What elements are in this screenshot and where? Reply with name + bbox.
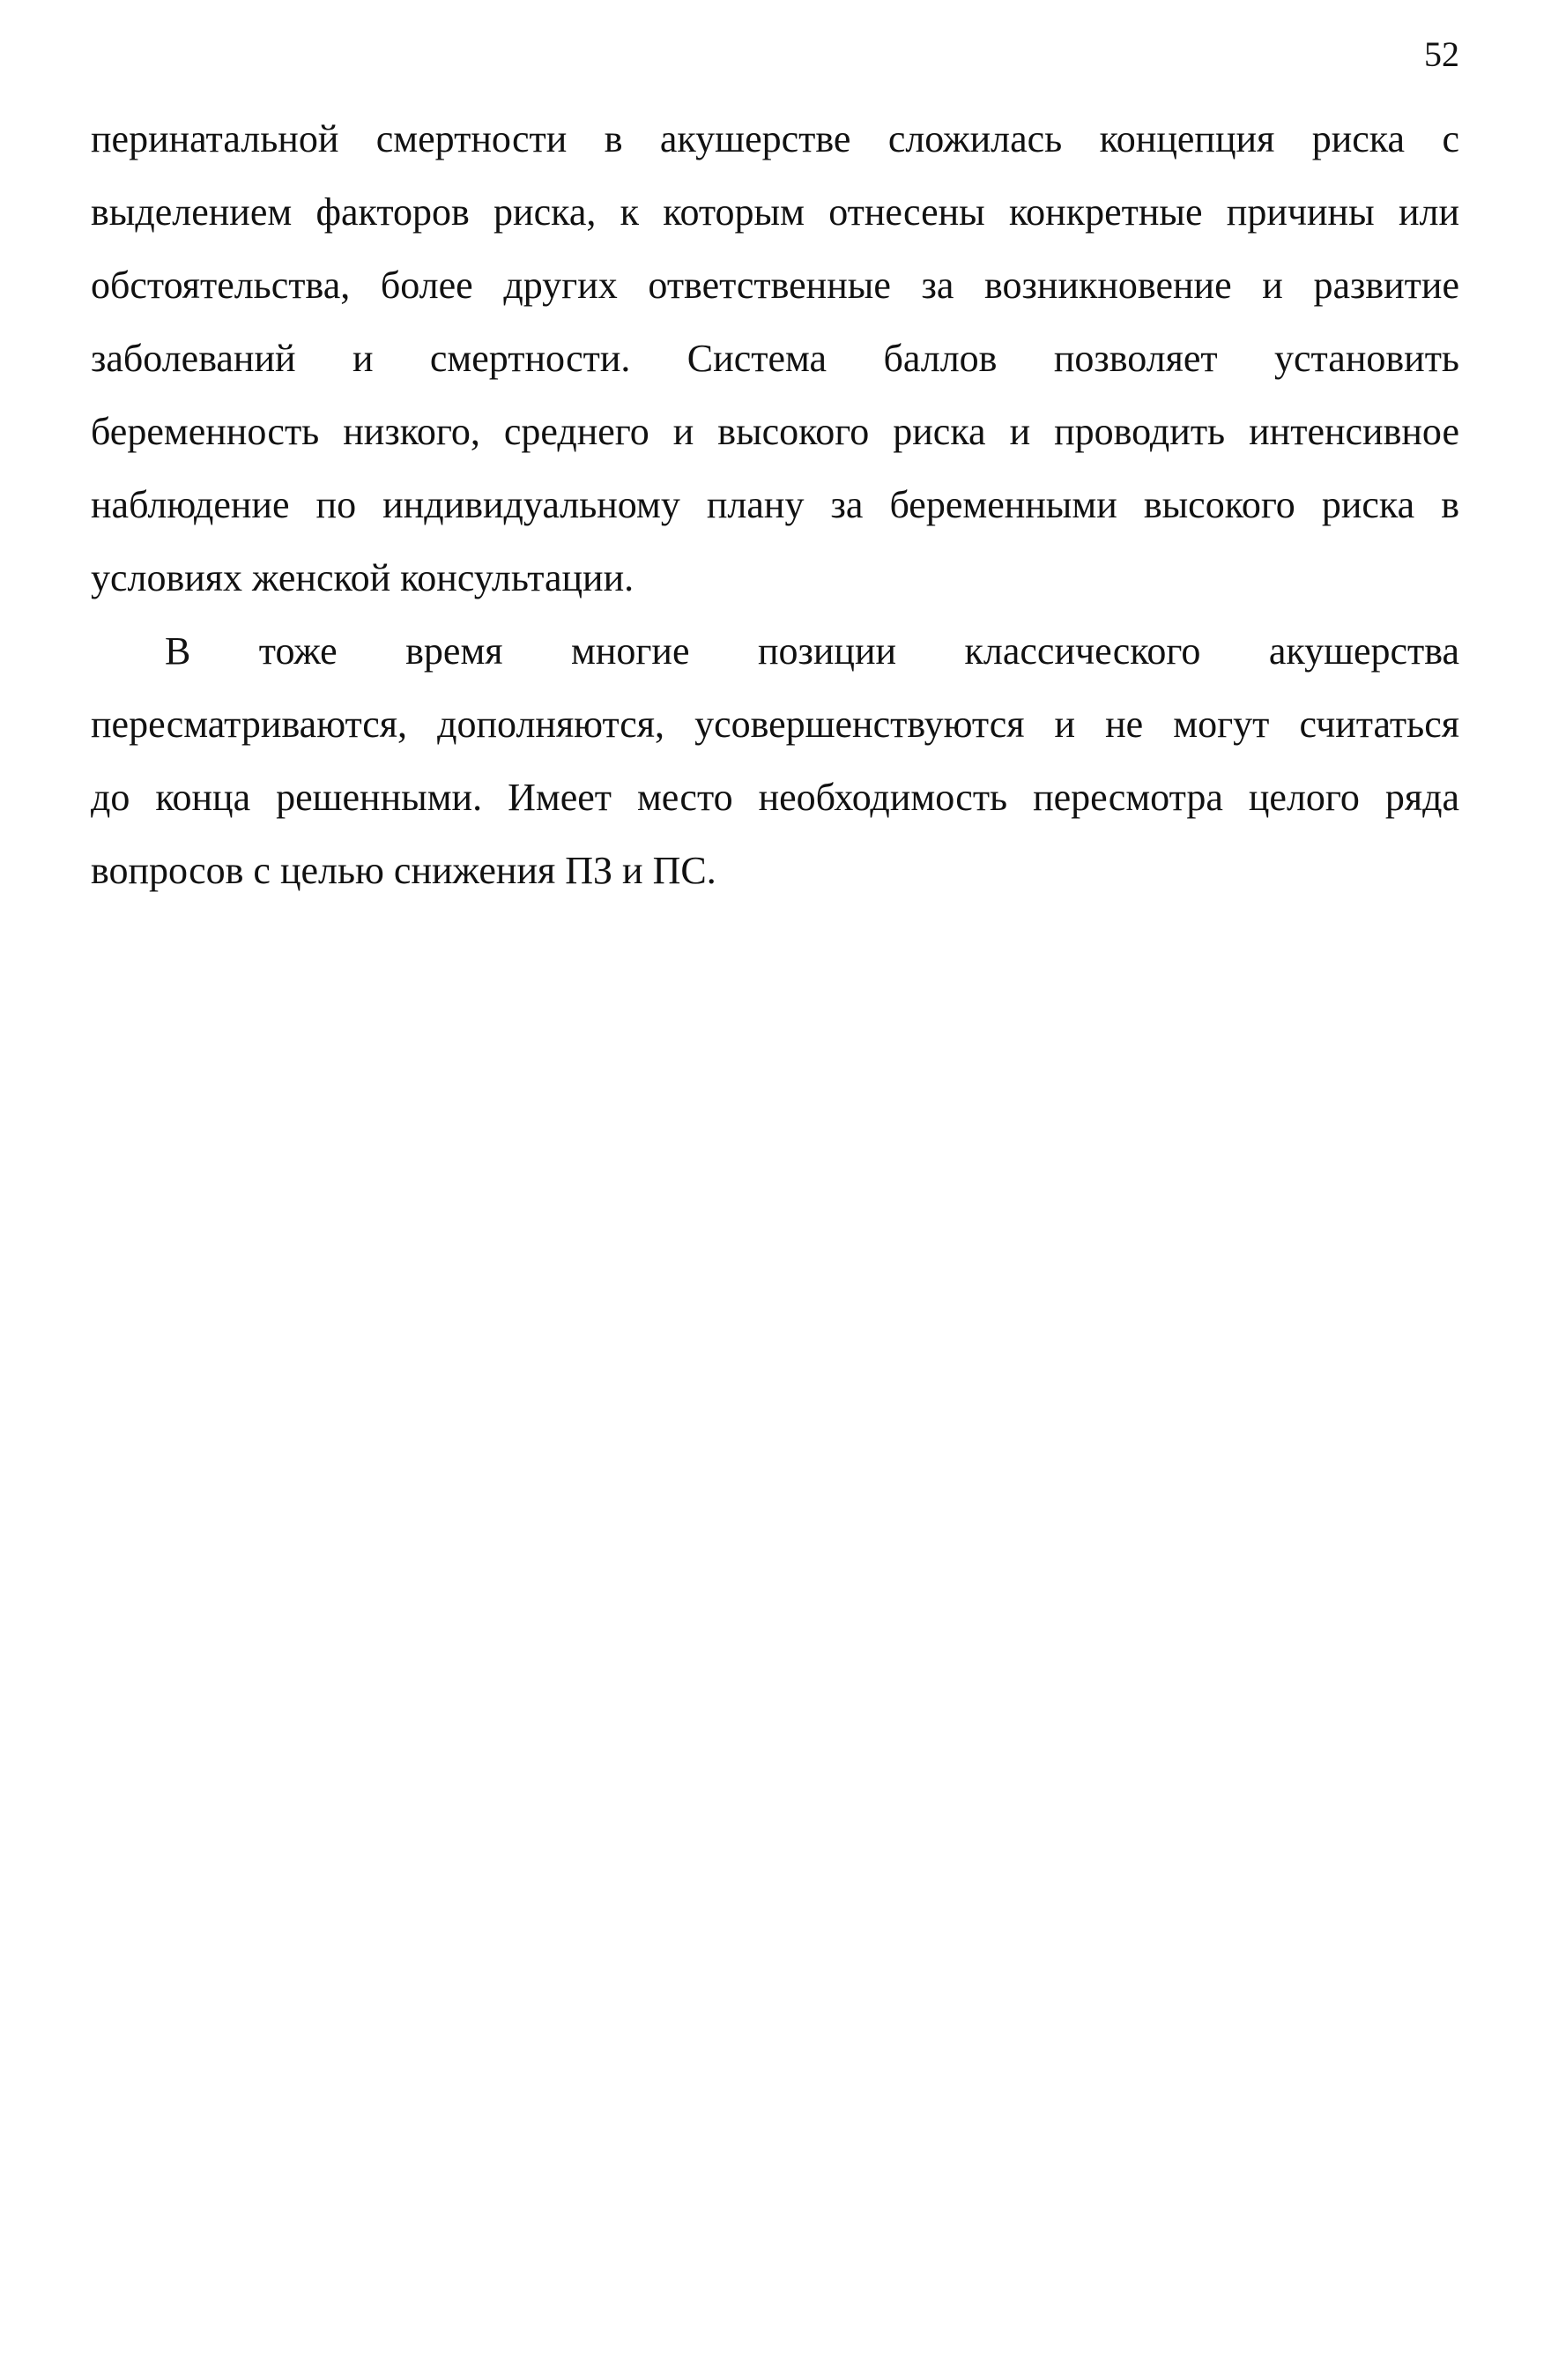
paragraph-2 bbox=[91, 614, 1459, 907]
text-line: вопросов с целью снижения ПЗ и ПС. bbox=[91, 849, 716, 892]
text-line: перинатальной смертности в акушерстве сложилась концепция риска с bbox=[91, 117, 1459, 160]
text-line: выделением факторов риска, к которым отнесены конкретные причины или bbox=[91, 190, 1459, 234]
page-number: 52 bbox=[1424, 34, 1459, 74]
text-line: пересматриваются, дополняются, усовершенствуются и не могут считаться bbox=[91, 703, 1459, 746]
text-line: наблюдение по индивидуальному плану за беременными высокого риска в bbox=[91, 483, 1459, 526]
text-line: до конца решенными. Имеет место необходимость пересмотра целого ряда bbox=[91, 776, 1459, 819]
text-line: беременность низкого, среднего и высокого риска и проводить интенсивное bbox=[91, 410, 1459, 453]
text-line: заболеваний и смертности. Система баллов позволяет установить bbox=[91, 337, 1459, 380]
body-text bbox=[91, 102, 1459, 907]
text-line: обстоятельства, более других ответственные за возникновение и развитие bbox=[91, 264, 1459, 307]
text-line: условиях женской консультации. bbox=[91, 556, 634, 599]
text-line: В тоже время многие позиции классического акушерства bbox=[165, 629, 1459, 673]
paragraph-1 bbox=[91, 102, 1459, 614]
